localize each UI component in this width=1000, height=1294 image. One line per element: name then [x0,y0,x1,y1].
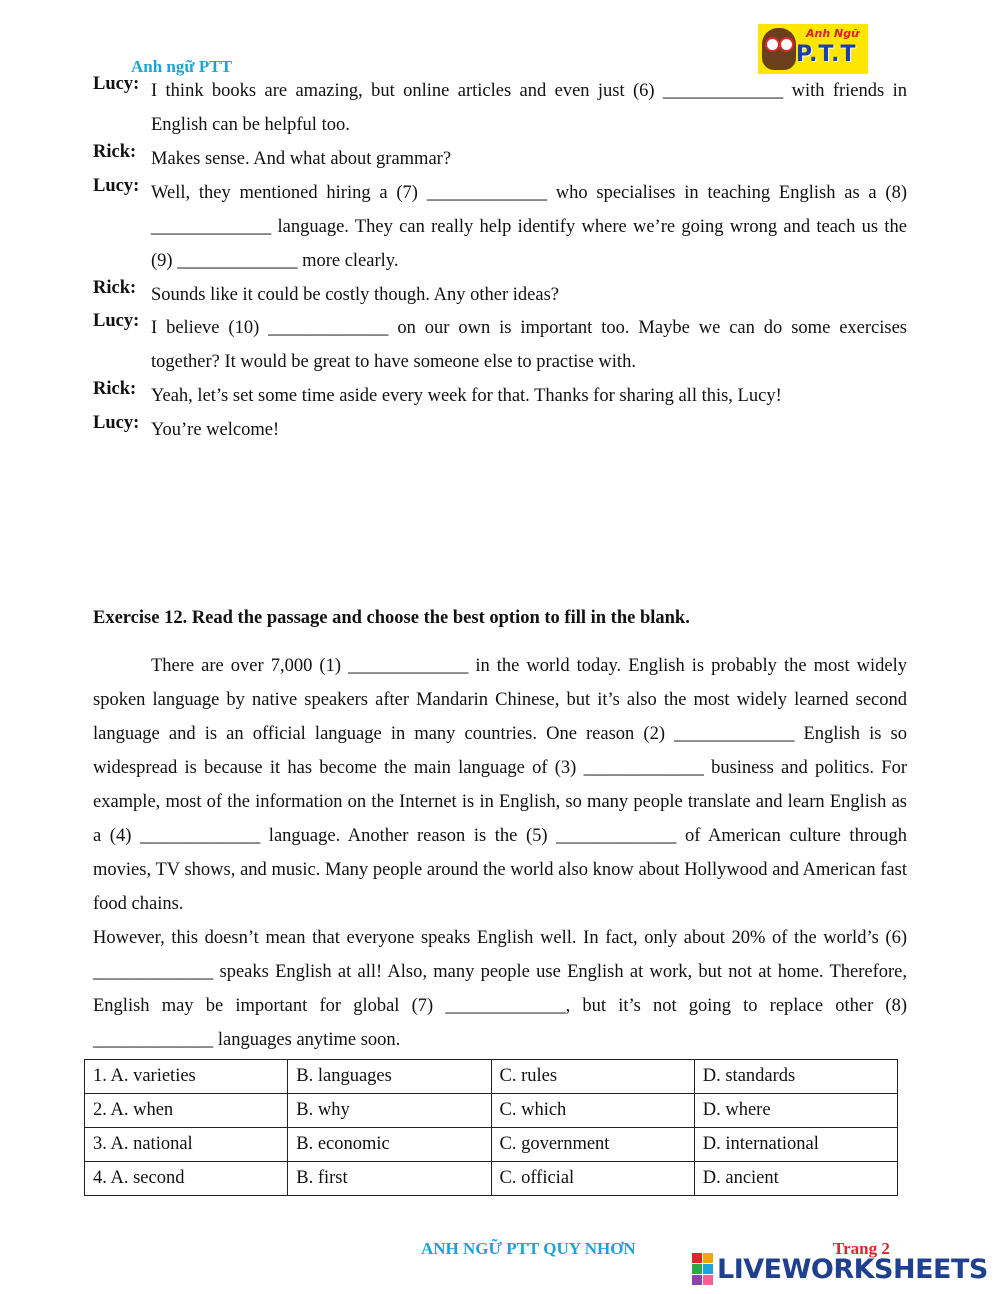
table-row [85,1060,898,1094]
passage-paragraph: There are over 7,000 (1) _____________ in the world today. English is probably the most widely spoken language by native speakers after Mandarin Chinese, but it’s also the most widely learned second language and is an official language in many countries. One reason (2) _____________ English is so widespread is because it has become the main language of (3) _____________ business and politics. For example, most of the information on the Internet is in English, so many people translate and learn English as a (4) _____________ language. Another reason is the (5) _____________ of American culture through movies, TV shows, and music. Many people around the world also know about Hollywood and American fast food chains. [93,656,907,914]
speaker: Lucy: [93,74,140,94]
exercise-title: Exercise 12. Read the passage and choose the best option to fill in the blank. [93,608,690,628]
dialogue-text: Makes sense. And what about grammar? [151,149,452,169]
dialogue-text: Yeah, let’s set some time aside every week for that. Thanks for sharing all this, Lucy! [151,386,782,406]
logo-wordmark: P.T.T [796,42,857,67]
option-cell[interactable]: B. languages [288,1060,491,1094]
liveworksheets-logo-icon [692,1253,713,1285]
dialogue-text: I believe (10) _____________ on our own is important too. Maybe we can do some exercises together? It would be great to have someone else to practise with. [151,318,907,372]
liveworksheets-watermark [692,1253,988,1285]
speaker: Rick: [93,278,137,298]
option-cell[interactable]: D. where [694,1094,897,1128]
dialogue-line [93,176,907,278]
brand-logo [758,24,868,74]
speaker: Rick: [93,142,137,162]
speaker: Lucy: [93,176,140,196]
passage-paragraph: However, this doesn’t mean that everyone speaks English well. In fact, only about 20% of the world’s (6) _____________ speaks English at all! Also, many people use English at work, but not at home. Therefore, English may be important for global (7) _____________, but it’s not going to replace other (8) _____________ languages anytime soon. [93,928,907,1050]
dialogue-line [93,311,907,379]
option-cell[interactable]: C. which [491,1094,694,1128]
dialogue-line [93,278,907,312]
option-cell[interactable]: D. ancient [694,1162,897,1196]
liveworksheets-wordmark: LIVEWORKSHEETS [717,1253,988,1285]
option-cell[interactable]: C. rules [491,1060,694,1094]
option-cell[interactable]: 2. A. when [85,1094,288,1128]
option-cell[interactable]: D. standards [694,1060,897,1094]
dialogue-text: Well, they mentioned hiring a (7) _____________ who specialises in teaching English as a (8) _____________ language. They can really help identify where we’re going wrong and teach us the (9) _____________ more clearly. [151,183,907,271]
table-row [85,1162,898,1196]
footer-center-text: ANH NGỮ PTT QUY NHƠN [421,1239,636,1258]
page-number: Trang 2 [833,1239,890,1258]
reading-passage [93,649,907,1057]
owl-icon [762,28,796,70]
speaker: Lucy: [93,311,140,331]
option-cell[interactable]: 3. A. national [85,1128,288,1162]
brand-title: Anh ngữ PTT [131,57,232,76]
dialogue-line [93,379,907,413]
option-cell[interactable]: B. why [288,1094,491,1128]
dialogue-text: Sounds like it could be costly though. Any other ideas? [151,285,559,305]
speaker: Lucy: [93,413,140,433]
dialogue-text: I think books are amazing, but online articles and even just (6) _____________ with friends in English can be helpful too. [151,81,907,135]
option-cell[interactable]: 1. A. varieties [85,1060,288,1094]
dialogue-line [93,74,907,142]
table-row [85,1094,898,1128]
option-cell[interactable]: 4. A. second [85,1162,288,1196]
option-cell[interactable]: D. international [694,1128,897,1162]
table-row [85,1128,898,1162]
option-cell[interactable]: C. official [491,1162,694,1196]
logo-caption: Anh Ngữ [806,27,859,40]
dialogue-line [93,142,907,176]
option-cell[interactable]: B. first [288,1162,491,1196]
options-table [84,1059,898,1196]
dialogue-line [93,413,907,447]
option-cell[interactable]: C. government [491,1128,694,1162]
speaker: Rick: [93,379,137,399]
option-cell[interactable]: B. economic [288,1128,491,1162]
dialogue-text: You’re welcome! [151,420,280,440]
